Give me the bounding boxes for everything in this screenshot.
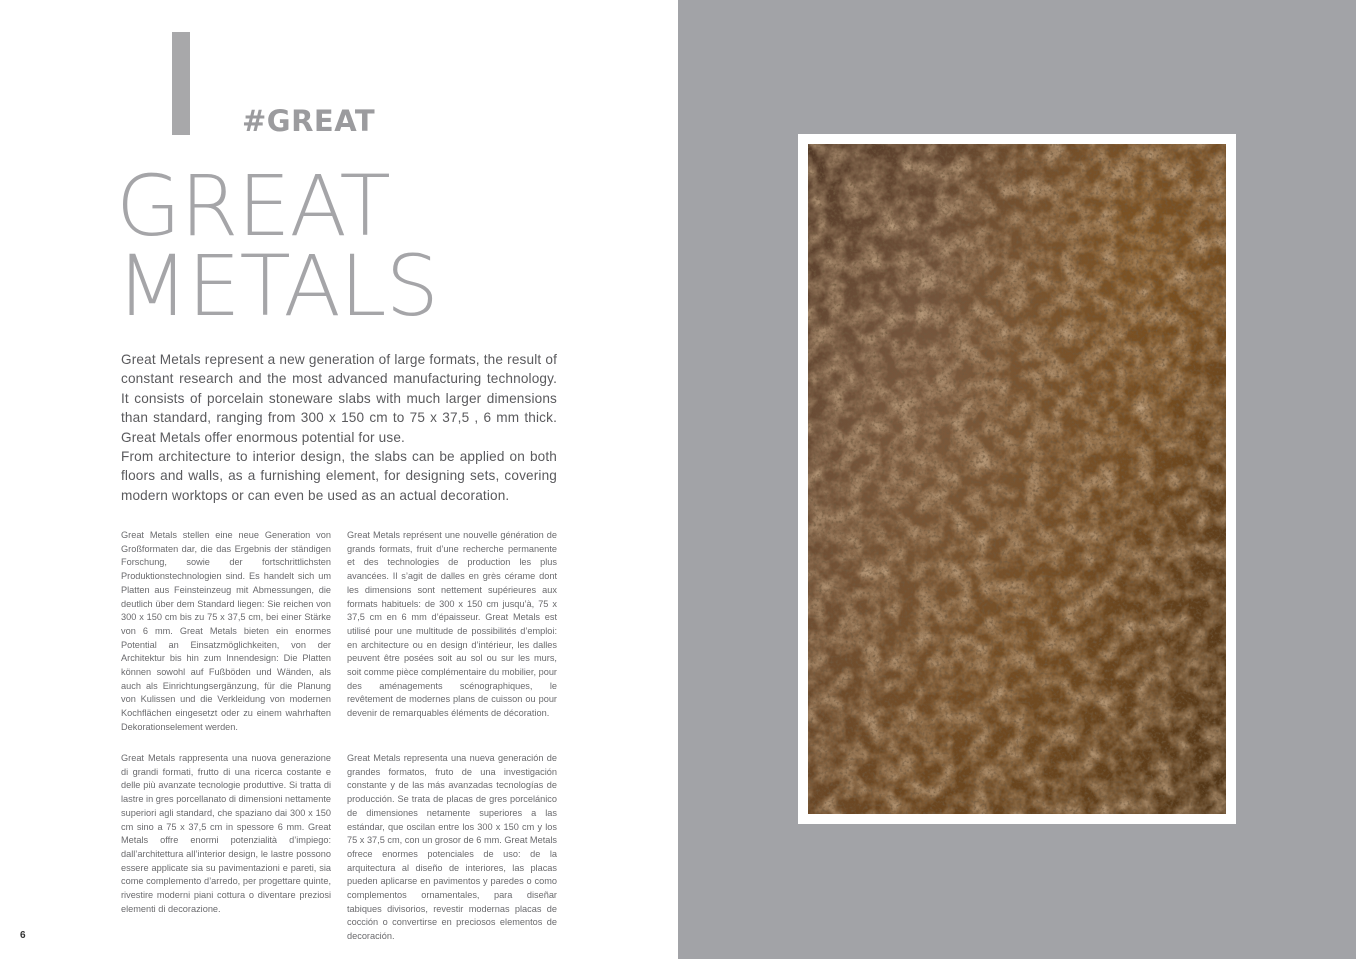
rusted-metal-texture — [808, 144, 1226, 814]
spanish-text-column: Great Metals representa una nueva generación de grandes formatos, fruto de una investigación constante y de las más avanzadas tecnologías de producción. Se trata de placas de gres porcelánico de dimensiones netamente superiores a las estándar, que oscilan entre los 300 x 150 cm y los 75 x 37,5 cm, con un grosor de 6 mm. Great Metals ofrece enormes potenciales de uso: de la arquitectura al diseño de interiores, las placas pueden aplicarse en pavimentos y paredes o como complementos ornamentales, para diseñar tabiques divisorios, revestir modernas placas de cocción o convertirse en preciosos elementos de decoración. — [347, 753, 557, 942]
intro-paragraph-1: Great Metals represent a new generation of large formats, the result of constant research and the most advanced manufacturing technology. It consists of porcelain stoneware slabs with much larger dimensions than standard, ranging from 300 x 150 cm to 75 x 37,5 , 6 mm thick. Great Metals offer enormous potential for use. — [121, 352, 557, 445]
page-title-line-2: METALS — [116, 237, 438, 335]
section-hashtag: #GREAT — [242, 104, 376, 138]
chapter-numeral — [172, 32, 190, 135]
product-photo-frame — [798, 134, 1236, 824]
page-number: 6 — [20, 930, 26, 941]
italian-text-column: Great Metals rappresenta una nuova generazione di grandi formati, frutto di una ricerca costante e delle più avanzate tecnologie produttive. Si tratta di lastre in gres porcellanato di dimensioni nettamente superiori agli standard, che spaziano dai 300 x 150 cm sino a 75 x 37,5 cm in spessore 6 mm. Great Metals offre enormi potenzialità d’impiego: dall’architettura all’interior design, le lastre possono essere applicate sia su pavimentazioni e pareti, sia come complemento d’arredo, per progettare quinte, rivestire moderni piani cottura o diventare preziosi elementi di decorazione. — [121, 753, 331, 914]
intro-paragraph-2: From architecture to interior design, the slabs can be applied on both floors and walls, as a furnishing element, for designing sets, covering modern worktops or can even be used as an actual decoration. — [121, 449, 557, 503]
page-title — [116, 157, 438, 335]
french-text-column: Great Metals représent une nouvelle génération de grands formats, fruit d’une recherche permanente et des technologies de production les plus avancées. Il s’agit de dalles en grès cérame dont les dimensions sont nettement supérieures aux formats habituels: de 300 x 150 cm jusqu’à, 75 x 37,5 cm en 6 mm d’épaisseur. Great Metals est utilisé pour une multitude de possibilités d’emploi: en architecture ou en design d’intérieur, les dalles peuvent être posées soit au sol ou sur les murs, soit comme pièce complémentaire du mobilier, pour des aménagements scénographiques, le revêtement de modernes plans de cuisson ou pour devenir de remarquables éléments de décoration. — [347, 530, 557, 719]
german-text-column: Great Metals stellen eine neue Generation von Großformaten dar, die das Ergebnis der ständigen Forschung, sowie der fortschrittlichsten Produktionstechnologien sind. Es handelt sich um Platten aus Feinsteinzeug mit Abmessungen, die deutlich über dem Standard liegen: Sie reichen von 300 x 150 cm bis zu 75 x 37,5 cm, bei einer Stärke von 6 mm. Great Metals bieten ein enormes Potential an Einsatzmöglichkeiten, von der Architektur bis hin zum Innendesign: Die Platten können sowohl auf Fußböden und Wänden, als auch als Einrichtungsergänzung, für die Planung von Kulissen und die Verkleidung von modernen Kochflächen eingesetzt oder zu einem wahrhaften Dekorationselement werden. — [121, 530, 331, 732]
metal-slab-image — [808, 144, 1226, 814]
page-title-line-1: GREAT — [116, 157, 390, 255]
intro-text-english — [121, 350, 557, 505]
